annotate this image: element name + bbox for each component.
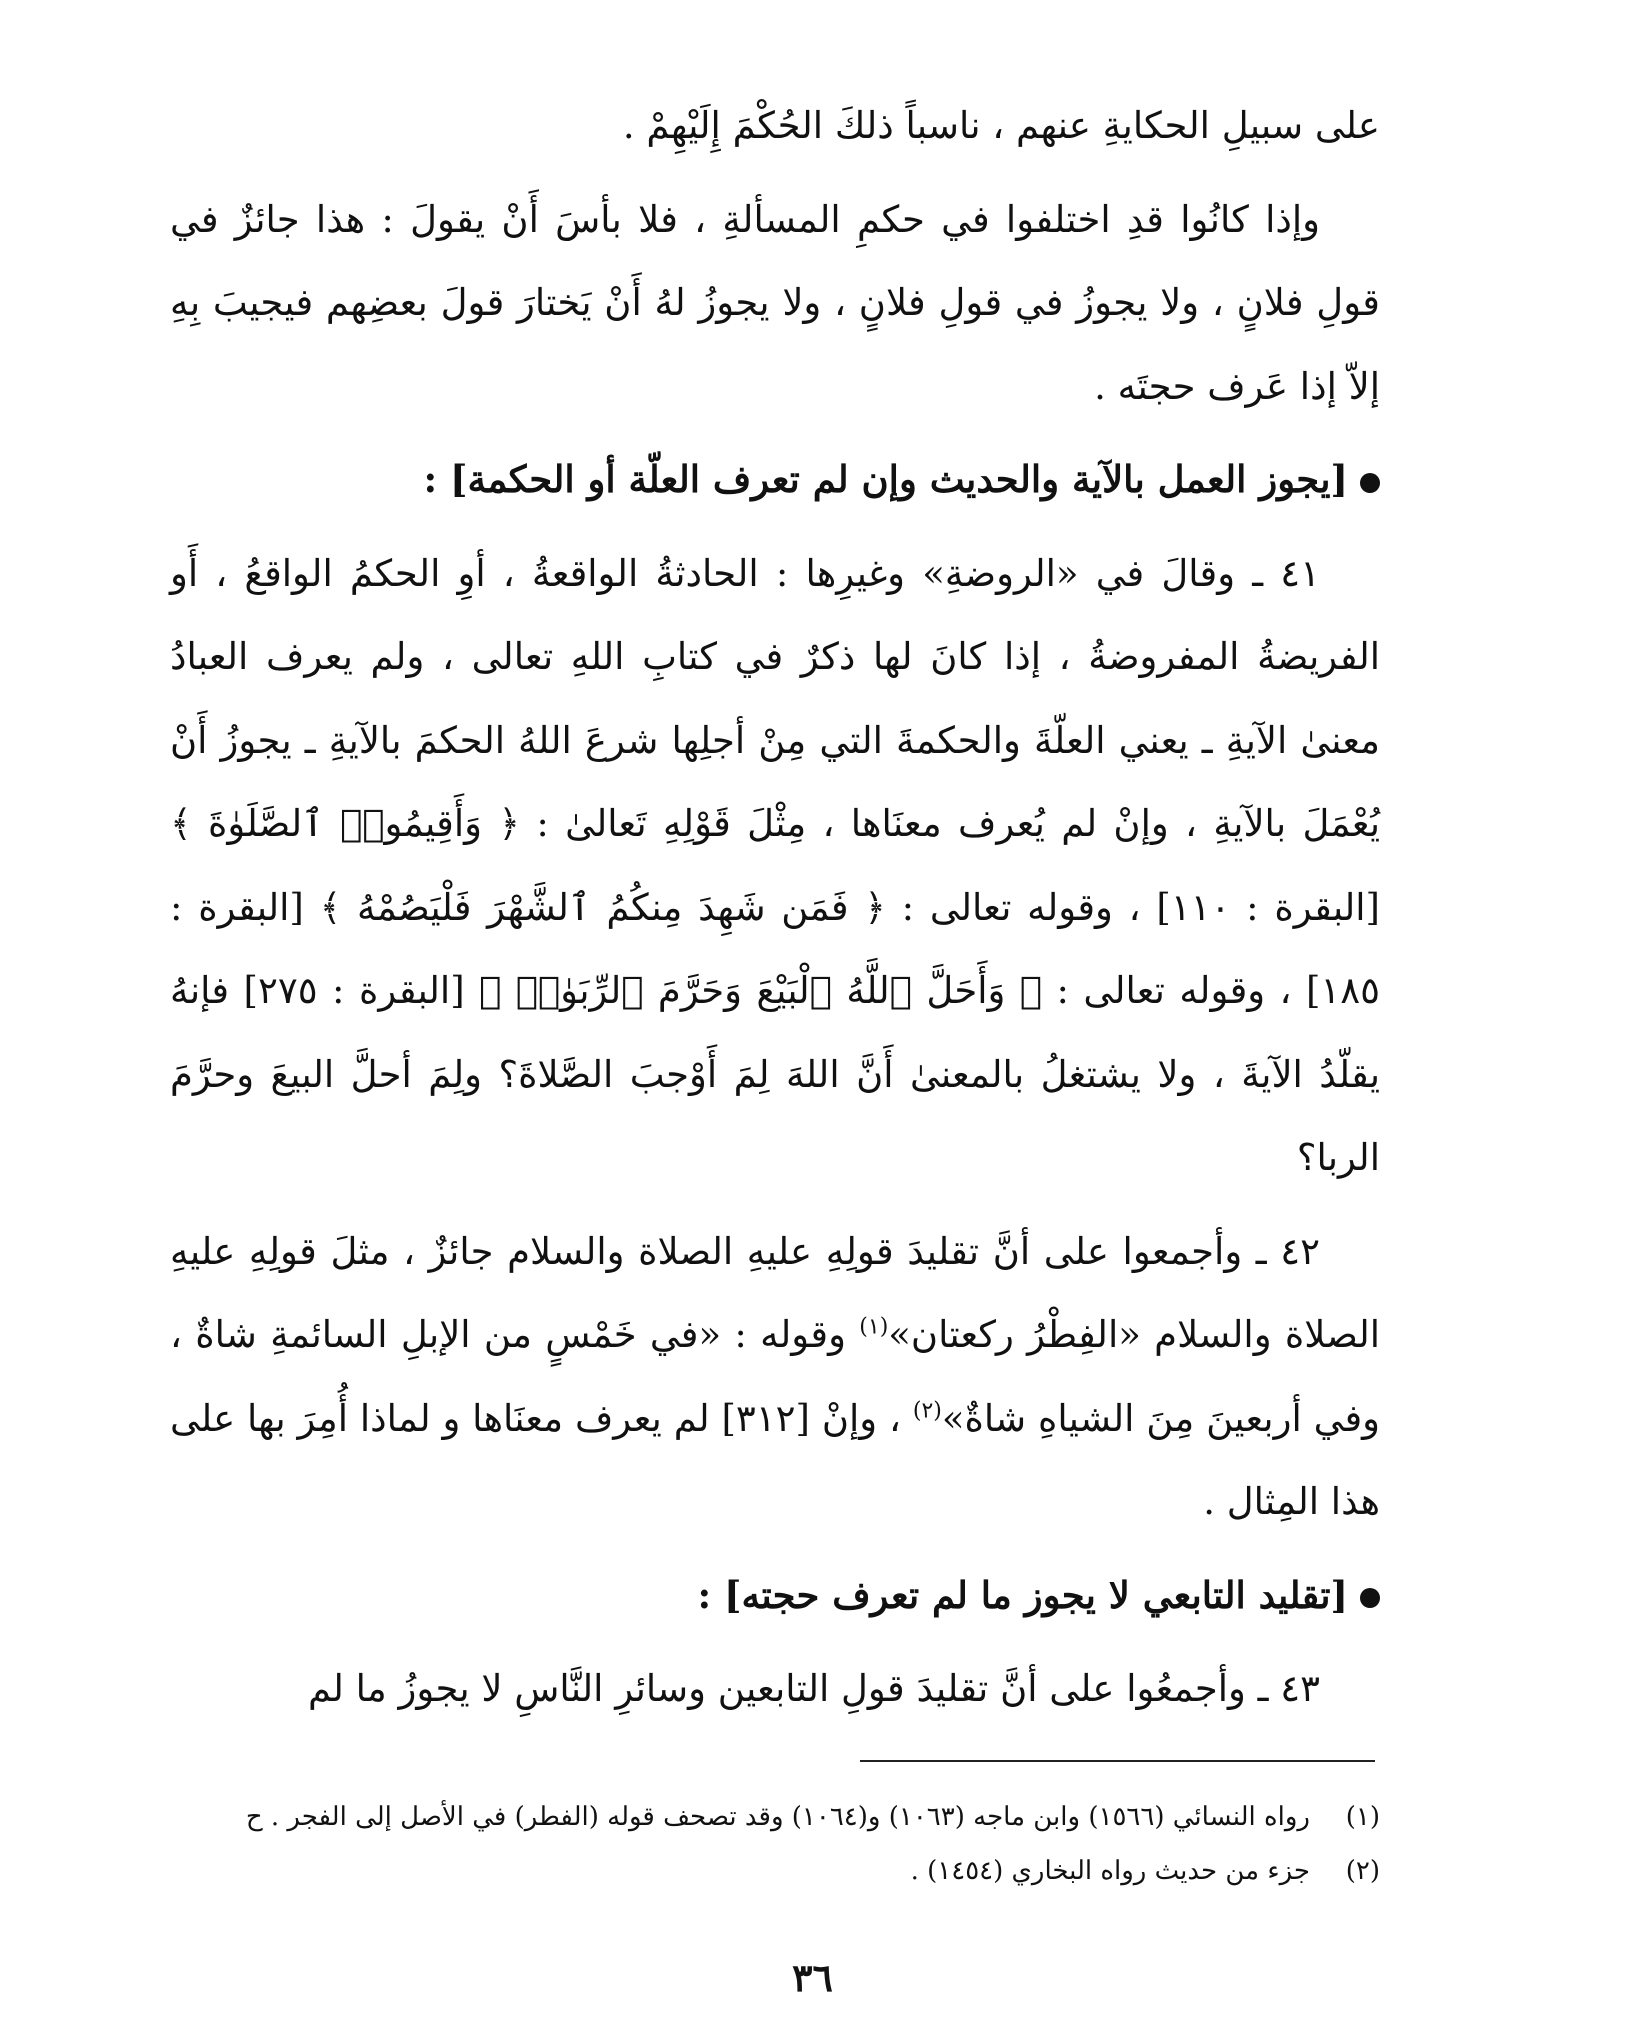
footnotes — [170, 1790, 1380, 1898]
paragraph-continuation: على سبيلِ الحكايةِ عنهم ، ناسباً ذلكَ الحُكْمَ إِلَيْهِمْ . — [622, 104, 1380, 147]
paragraph-difference-of-opinion: وإذا كانُوا قدِ اختلفوا في حكمِ المسألةِ ، فلا بأسَ أَنْ يقولَ : هذا جائزٌ في قولِ فلانٍ ، ولا يجوزُ في قولِ فلانٍ ، ولا يجوزُ لهُ أَنْ يَختارَ قولَ بعضِهم فيجيبَ بِهِ إلاّ إذا عَرف حجتَه . — [170, 197, 1380, 408]
bullet-icon — [1360, 473, 1380, 493]
main-text — [170, 84, 1380, 1731]
footnote-number: (٢) — [1345, 1856, 1380, 1886]
footnote-2 — [170, 1844, 1380, 1898]
section-heading-text: [تقليد التابعي لا يجوز ما لم تعرف حجته] : — [697, 1572, 1348, 1617]
footnote-divider — [860, 1760, 1375, 1762]
footnote-ref-1: (١) — [859, 1314, 889, 1340]
footnote-number: (١) — [1345, 1802, 1380, 1832]
section-heading-text: [يجوز العمل بالآية والحديث وإن لم تعرف العلّة أو الحكمة] : — [423, 457, 1348, 501]
footnote-ref-2: (٢) — [912, 1398, 942, 1424]
bullet-icon — [1360, 1588, 1380, 1608]
paragraph-42-part2: وقوله : «في خَمْسٍ من الإبلِ السائمةِ شاةٌ ، وفي أربعينَ مِنَ الشياهِ شاةٌ» — [170, 1313, 1380, 1440]
paragraph-41: ٤١ ـ وقالَ في «الروضةِ» وغيرِها : الحادثةُ الواقعةُ ، أوِ الحكمُ الواقعُ ، أَو الفريضةُ المفروضةُ ، إذا كانَ لها ذكرٌ في كتابِ اللهِ تعالى ، ولم يعرف العبادُ معنىٰ الآيةِ ـ يعني العلّةَ والحكمةَ التي مِنْ أجلِها شرعَ اللهُ الحكمَ بالآيةِ ـ يجوزُ أَنْ يُعْمَلَ بالآيةِ ، وإنْ لم يُعرف معنَاها ، مِثْلَ قَوْلِهِ تَعالىٰ : ﴿ وَأَقِيمُوا۟ ٱلصَّلَوٰةَ ﴾ [البقرة : ١١٠] ، وقوله تعالى : ﴿ فَمَن شَهِدَ مِنكُمُ ٱلشَّهْرَ فَلْيَصُمْهُ ﴾ [البقرة : ١٨٥] ، وقوله تعالى : ﴿ وَأَحَلَّ ٱللَّهُ ٱلْبَيْعَ وَحَرَّمَ ٱلرِّبَوٰا۟ ﴾ [البقرة : ٢٧٥] فإنهُ يقلّدُ الآيةَ ، ولا يشتغلُ بالمعنىٰ أَنَّ اللهَ لِمَ أَوْجبَ الصَّلاةَ؟ ولِمَ أحلَّ البيعَ وحرَّمَ الربا؟ — [170, 551, 1381, 1179]
page-number: ٣٦ — [792, 1955, 833, 2000]
paragraph-42-part3: ، وإنْ [٣١٢] لم يعرف معنَاها و لماذا أُمِرَ بها على هذا المِثال . — [170, 1396, 1380, 1523]
paragraph-42-part1: ٤٢ ـ وأجمعوا على أنَّ تقليدَ قولِهِ عليهِ الصلاة والسلام جائزٌ ، مثلَ قولِهِ عليهِ الصلاة والسلام «الفِطْرُ ركعتان» — [170, 1229, 1380, 1356]
footnote-text: رواه النسائي (١٥٦٦) وابن ماجه (١٠٦٣) و(١٠٦٤) وقد تصحف قوله (الفطر) في الأصل إلى الفجر . ح — [245, 1802, 1310, 1832]
paragraph-43: ٤٣ ـ وأجمعُوا على أنَّ تقليدَ قولِ التابعين وسائرِ النَّاسِ لا يجوزُ ما لم — [307, 1667, 1320, 1710]
section-heading-ayah-hadith — [170, 438, 1380, 522]
section-heading-tabii — [170, 1554, 1380, 1638]
paragraph-42 — [170, 1210, 1380, 1544]
footnote-1 — [170, 1790, 1380, 1844]
footnote-text: جزء من حديث رواه البخاري (١٤٥٤) . — [910, 1856, 1310, 1886]
